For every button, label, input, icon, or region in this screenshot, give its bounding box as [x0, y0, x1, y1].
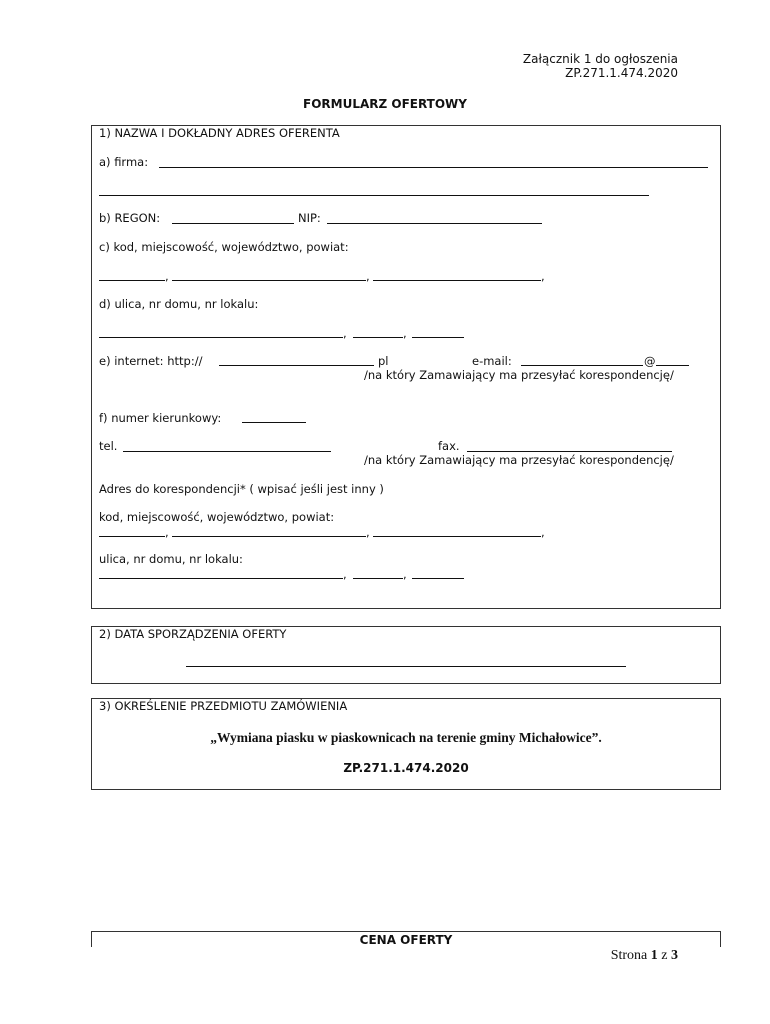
tel-field[interactable] [123, 451, 331, 452]
page-title: FORMULARZ OFERTOWY [303, 97, 467, 111]
attachment-label: Załącznik 1 do ogłoszenia [522, 52, 678, 66]
comma: , [343, 567, 347, 581]
comma: , [366, 269, 370, 283]
ulica2-field[interactable] [99, 578, 343, 579]
email-label: e-mail: [472, 354, 512, 368]
correspondence-note: /na który Zamawiający ma przesyłać korespondencję/ [364, 368, 674, 382]
nr-domu2-field[interactable] [353, 578, 403, 579]
comma: , [165, 269, 169, 283]
page-of: z [661, 948, 668, 963]
fax-field[interactable] [467, 451, 672, 452]
order-subject: „Wymiana piasku w piaskownicach na terenie gminy Michałowice”. [210, 730, 602, 745]
firma-label: a) firma: [99, 155, 149, 169]
ulica-field[interactable] [99, 337, 343, 338]
kierunkowy-label: f) numer kierunkowy: [99, 411, 222, 425]
wojewodztwo2-field[interactable] [373, 536, 541, 537]
page-word: Strona [610, 948, 648, 963]
firma-field[interactable] [159, 167, 708, 168]
nr-domu-field[interactable] [353, 337, 403, 338]
section4-heading: CENA OFERTY [359, 933, 453, 947]
comma: , [165, 525, 169, 539]
nr-lokalu-field[interactable] [412, 337, 464, 338]
nr-lokalu2-field[interactable] [412, 578, 464, 579]
firma-field-line2[interactable] [99, 195, 649, 196]
comma: , [343, 326, 347, 340]
regon-label: b) REGON: [99, 211, 161, 225]
page-total: 3 [671, 948, 678, 963]
date-field[interactable] [186, 666, 626, 667]
correspondence-address-label: Adres do korespondencji* ( wpisać jeśli jest inny ) [99, 482, 384, 496]
kod-label: c) kod, miejscowość, województwo, powiat: [99, 240, 349, 254]
comma: , [366, 525, 370, 539]
internet-field[interactable] [219, 365, 374, 366]
regon-field[interactable] [172, 223, 294, 224]
nip-label: NIP: [298, 211, 321, 225]
wojewodztwo-field[interactable] [373, 280, 541, 281]
ulica-label: d) ulica, nr domu, nr lokalu: [99, 297, 259, 311]
page-number [611, 948, 678, 964]
comma: , [541, 525, 545, 539]
comma: , [403, 567, 407, 581]
reference-number: ZP.271.1.474.2020 [565, 66, 678, 80]
correspondence-note: /na który Zamawiający ma przesyłać korespondencję/ [364, 453, 674, 467]
order-reference: ZP.271.1.474.2020 [343, 761, 469, 775]
miejscowosc-field[interactable] [172, 280, 366, 281]
fax-label: fax. [438, 439, 460, 453]
email-domain-field[interactable] [656, 365, 689, 366]
kod2-label: kod, miejscowość, województwo, powiat: [99, 510, 335, 524]
kierunkowy-field[interactable] [242, 422, 306, 423]
section3-heading: 3) OKREŚLENIE PRZEDMIOTU ZAMÓWIENIA [99, 699, 348, 713]
internet-label: e) internet: http:// [99, 354, 203, 368]
section1-heading: 1) NAZWA I DOKŁADNY ADRES OFERENTA [99, 126, 340, 140]
section2-heading: 2) DATA SPORZĄDZENIA OFERTY [99, 627, 287, 641]
comma: , [403, 326, 407, 340]
ulica2-label: ulica, nr domu, nr lokalu: [99, 552, 243, 566]
email-at: @ [644, 354, 656, 368]
internet-suffix: pl [378, 354, 389, 368]
email-user-field[interactable] [521, 365, 643, 366]
miejscowosc2-field[interactable] [172, 536, 366, 537]
page-current: 1 [650, 948, 658, 963]
nip-field[interactable] [327, 223, 542, 224]
comma: , [541, 269, 545, 283]
kod2-pocztowy-field[interactable] [99, 536, 165, 537]
tel-label: tel. [99, 439, 118, 453]
kod-pocztowy-field[interactable] [99, 280, 165, 281]
